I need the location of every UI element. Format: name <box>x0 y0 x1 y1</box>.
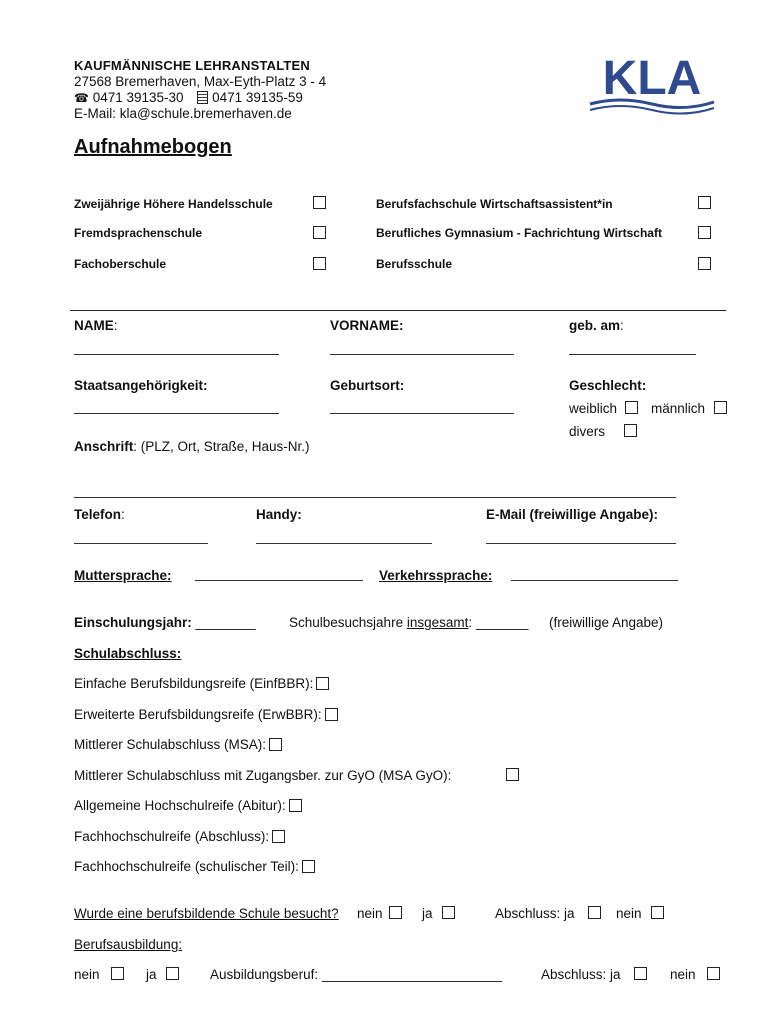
contact-line <box>74 90 303 105</box>
name-label: NAME: <box>74 318 118 333</box>
berufsbildend-nein2-label: nein <box>616 906 642 921</box>
ausbildung-abschluss-label: Abschluss: ja <box>541 967 621 982</box>
email-label: E-Mail (freiwillige Angabe): <box>486 507 659 522</box>
verkehrssprache-field[interactable] <box>511 580 678 581</box>
kla-logo <box>588 52 716 116</box>
schulbesuch-row: Schulbesuchsjahre insgesamt: _______ <box>289 615 529 630</box>
abschluss-item: Fachhochschulreife (Abschluss): <box>74 829 285 844</box>
handy-field[interactable] <box>256 543 432 544</box>
checkbox-ausbildung-abschluss-nein[interactable] <box>707 967 720 980</box>
checkbox-berufsbildend-nein[interactable] <box>389 906 402 919</box>
einschulung-row: Einschulungsjahr: ________ <box>74 615 256 630</box>
checkbox-fremdsprachenschule[interactable] <box>313 226 326 239</box>
ausbildung-nein-label: nein <box>74 967 100 982</box>
berufsbildend-abschluss-label: Abschluss: ja <box>495 906 575 921</box>
school-type-label: Berufsfachschule Wirtschaftsassistent*in <box>376 197 613 211</box>
checkbox-berufliches-gymnasium[interactable] <box>698 226 711 239</box>
checkbox-berufsbildend-ja[interactable] <box>442 906 455 919</box>
staat-field[interactable] <box>74 413 279 414</box>
checkbox-msa-gyo[interactable] <box>506 768 519 781</box>
muttersprache-field[interactable] <box>195 580 363 581</box>
checkbox-berufsschule[interactable] <box>698 257 711 270</box>
school-name: KAUFMÄNNISCHE LEHRANSTALTEN <box>74 58 311 73</box>
weiblich-label: weiblich <box>569 401 618 416</box>
divers-label: divers <box>569 424 606 439</box>
muttersprache-label: Muttersprache: <box>74 568 172 583</box>
anschrift-label: Anschrift: (PLZ, Ort, Straße, Haus-Nr.) <box>74 439 310 454</box>
checkbox-wirtschaftsassistent[interactable] <box>698 196 711 209</box>
abschluss-item: Mittlerer Schulabschluss (MSA): <box>74 737 282 752</box>
einschulung-field[interactable]: ________ <box>195 615 256 630</box>
checkbox-fachoberschule[interactable] <box>313 257 326 270</box>
schulbesuch-field[interactable]: : _______ <box>468 615 529 630</box>
berufsbildend-question: Wurde eine berufsbildende Schule besucht? <box>74 906 339 921</box>
fax-number: 0471 39135-59 <box>212 90 303 105</box>
checkbox-ausbildung-nein[interactable] <box>111 967 124 980</box>
phone-number: 0471 39135-30 <box>92 90 184 105</box>
berufsbildend-nein-label: nein <box>357 906 383 921</box>
telefon-field[interactable] <box>74 543 208 544</box>
fax-icon <box>197 91 208 104</box>
name-field[interactable] <box>74 354 279 355</box>
checkbox-divers[interactable] <box>624 424 637 437</box>
checkbox-maennlich[interactable] <box>714 401 727 414</box>
school-type-label: Fremdsprachenschule <box>74 226 203 240</box>
geburtsort-field[interactable] <box>330 413 514 414</box>
abschluss-item: Erweiterte Berufsbildungsreife (ErwBBR): <box>74 707 338 722</box>
checkbox-berufsbildend-abschluss-ja[interactable] <box>588 906 601 919</box>
abschluss-item: Mittlerer Schulabschluss mit Zugangsber. zur GyO (MSA GyO): <box>74 768 452 783</box>
school-type-label: Berufsschule <box>376 257 453 271</box>
abschluss-item: Einfache Berufsbildungsreife (EinfBBR): <box>74 676 329 691</box>
checkbox-berufsbildend-abschluss-nein[interactable] <box>651 906 664 919</box>
abschluss-item: Fachhochschulreife (schulischer Teil): <box>74 859 315 874</box>
school-address: 27568 Bremerhaven, Max-Eyth-Platz 3 - 4 <box>74 74 327 89</box>
checkbox-ausbildung-ja[interactable] <box>166 967 179 980</box>
vorname-label: VORNAME: <box>330 318 404 333</box>
geb-field[interactable] <box>569 354 696 355</box>
checkbox-erwbbr[interactable] <box>325 708 338 721</box>
school-email[interactable]: E-Mail: kla@schule.bremerhaven.de <box>74 106 292 121</box>
telefon-label: Telefon: <box>74 507 125 522</box>
anschrift-field[interactable] <box>74 497 676 498</box>
ausbildung-ja-label: ja <box>146 967 157 982</box>
section-divider <box>70 310 726 311</box>
school-type-label: Berufliches Gymnasium - Fachrichtung Wirtschaft <box>376 226 662 240</box>
checkbox-einfbbr[interactable] <box>316 677 329 690</box>
verkehrssprache-label: Verkehrssprache: <box>379 568 493 583</box>
school-type-label: Fachoberschule <box>74 257 167 271</box>
berufsausbildung-heading: Berufsausbildung: <box>74 937 183 952</box>
geschlecht-label: Geschlecht: <box>569 378 647 393</box>
schulabschluss-heading: Schulabschluss: <box>74 646 182 661</box>
school-type-label: Zweijährige Höhere Handelsschule <box>74 197 273 211</box>
checkbox-msa[interactable] <box>269 738 282 751</box>
freiwillig-note: (freiwillige Angabe) <box>549 615 664 630</box>
maennlich-label: männlich <box>651 401 706 416</box>
checkbox-abitur[interactable] <box>289 799 302 812</box>
handy-label: Handy: <box>256 507 302 522</box>
checkbox-fhr-abschluss[interactable] <box>272 830 285 843</box>
checkbox-weiblich[interactable] <box>625 401 638 414</box>
checkbox-fhr-schulisch[interactable] <box>302 860 315 873</box>
page-title: Aufnahmebogen <box>74 136 232 158</box>
geburtsort-label: Geburtsort: <box>330 378 405 393</box>
phone-icon: ☎ <box>74 91 89 105</box>
geb-label: geb. am: <box>569 318 624 333</box>
kla-logo-text: KLA <box>602 52 702 105</box>
email-field[interactable] <box>486 543 676 544</box>
abschluss-item: Allgemeine Hochschulreife (Abitur): <box>74 798 302 813</box>
staat-label: Staatsangehörigkeit: <box>74 378 208 393</box>
checkbox-ausbildung-abschluss-ja[interactable] <box>634 967 647 980</box>
ausbildung-nein2-label: nein <box>670 967 696 982</box>
berufsbildend-ja-label: ja <box>422 906 433 921</box>
checkbox-hoehere-handelsschule[interactable] <box>313 196 326 209</box>
ausbildungsberuf-field[interactable]: Ausbildungsberuf: ________________________ <box>210 967 503 982</box>
vorname-field[interactable] <box>330 354 514 355</box>
